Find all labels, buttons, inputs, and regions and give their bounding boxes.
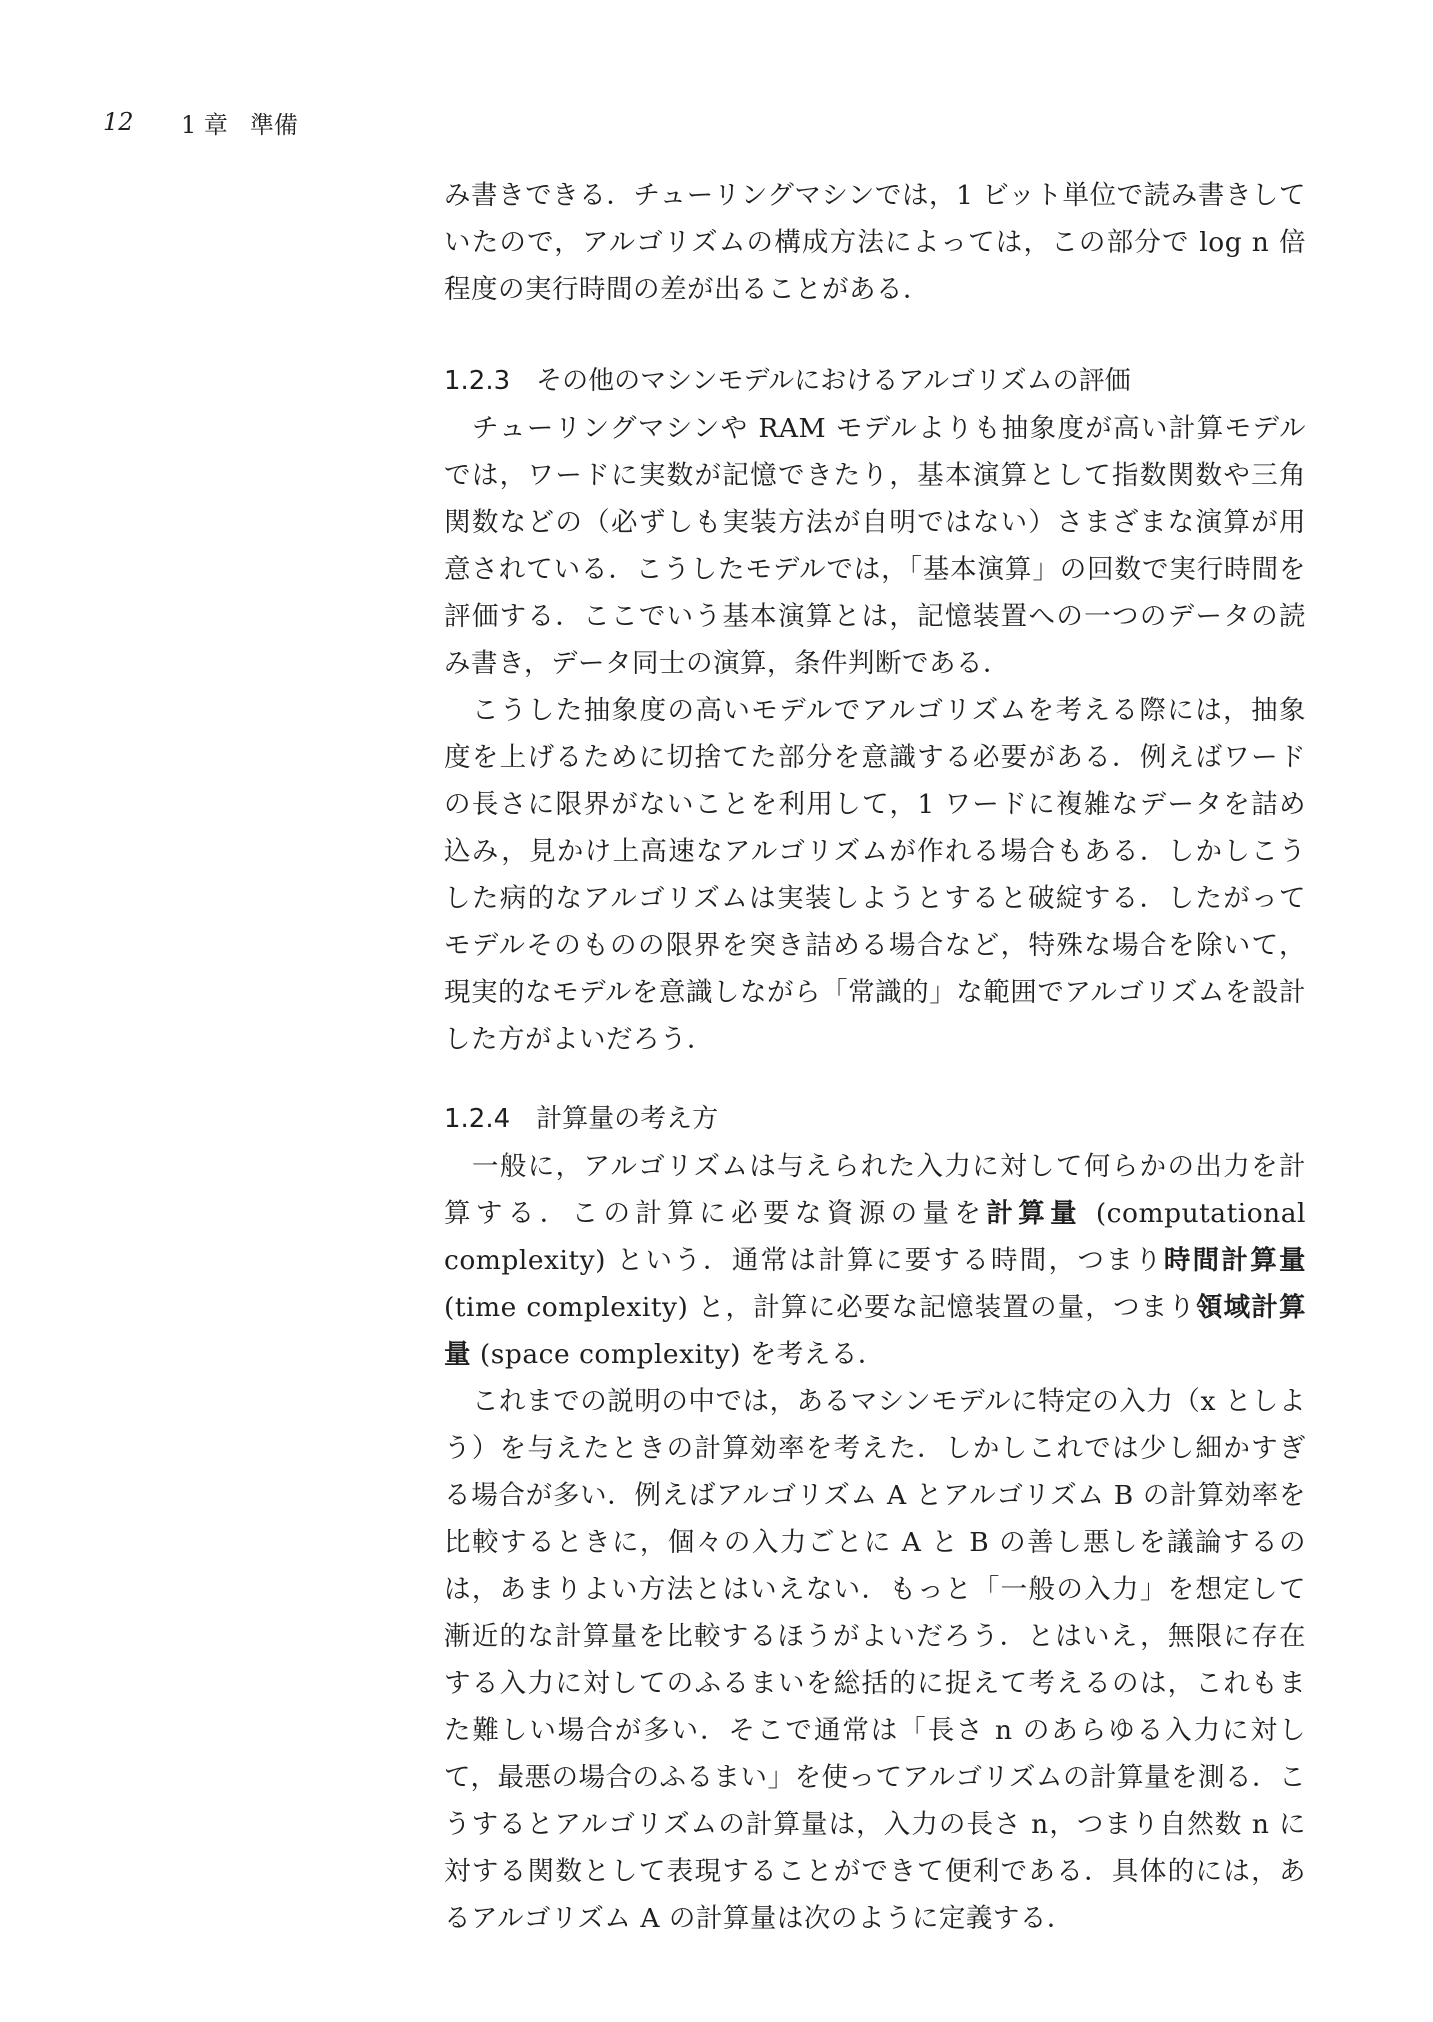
chapter-title: 準備 [249,110,298,139]
section-heading-1-2-4 [444,1096,1306,1143]
text-run: (time complexity) と，計算に必要な記憶装置の量，つまり [444,1292,1196,1323]
main-text-column [444,172,1306,1942]
section-number: 1.2.3 [444,366,511,396]
chapter-number: 1 章 [181,110,228,139]
text-run: (space complexity) を考える． [471,1339,885,1370]
section-heading-1-2-3 [444,358,1306,405]
text-run: (computational complexity) という．通常は計算に要する時間，つまり [444,1198,1307,1276]
term-space-complexity: 領域計算量 [444,1292,1306,1370]
running-head [103,102,298,142]
paragraph: これまでの説明の中では，あるマシンモデルに特定の入力（x としよう）を与えたときの計算効率を考えた．しかしこれでは少し細かすぎる場合が多い．例えばアルゴリズム A とアルゴリズム B の計算効率を比較するときに，個々の入力ごとに A と B の善し悪しを議論するのは，あまりよい方法とはいえない．もっと「一般の入力」を想定して漸近的な計算量を比較するほうがよいだろう．とはいえ，無限に存在する入力に対してのふるまいを総括的に捉えて考えるのは，これもまた難しい場合が多い．そこで通常は「長さ n のあらゆる入力に対して，最悪の場合のふるまい」を使ってアルゴリズムの計算量を測る．こうするとアルゴリズムの計算量は，入力の長さ n，つまり自然数 n に対する関数として表現することができて便利である．具体的には，あるアルゴリズム A の計算量は次のように定義する． [444,1386,1306,1934]
section-title: 計算量の考え方 [536,1104,719,1134]
paragraph-complexity-definition [444,1143,1306,1378]
section-title: その他のマシンモデルにおけるアルゴリズムの評価 [536,366,1131,396]
paragraph-continued: み書きできる．チューリングマシンでは，1 ビット単位で読み書きしていたので，アルゴリズムの構成方法によっては，この部分で log n 倍程度の実行時間の差が出ることがある． [444,180,1306,305]
page-number: 12 [103,108,134,136]
section-number: 1.2.4 [444,1104,511,1134]
term-time-complexity: 時間計算量 [1163,1245,1307,1276]
paragraph: こうした抽象度の高いモデルでアルゴリズムを考える際には，抽象度を上げるために切捨てた部分を意識する必要がある．例えばワードの長さに限界がないことを利用して，1 ワードに複雑なデータを詰め込み，見かけ上高速なアルゴリズムが作れる場合もある．しかしこうした病的なアルゴリズムは実装しようとすると破綻する．したがってモデルそのものの限界を突き詰める場合など，特殊な場合を除いて，現実的なモデルを意識しながら「常識的」な範囲でアルゴリズムを設計した方がよいだろう． [444,695,1306,1055]
term-computational-complexity: 計算量 [986,1198,1083,1229]
text-run: 一般に，アルゴリズムは与えられた入力に対して何らかの出力を計算する．この計算に必要な資源の量を [444,1151,1306,1229]
paragraph: チューリングマシンや RAM モデルよりも抽象度が高い計算モデルでは，ワードに実数が記憶できたり，基本演算として指数関数や三角関数などの（必ずしも実装方法が自明ではない）さまざまな演算が用意されている．こうしたモデルでは，「基本演算」の回数で実行時間を評価する．ここでいう基本演算とは，記憶装置への一つのデータの読み書き，データ同士の演算，条件判断である． [444,413,1306,679]
